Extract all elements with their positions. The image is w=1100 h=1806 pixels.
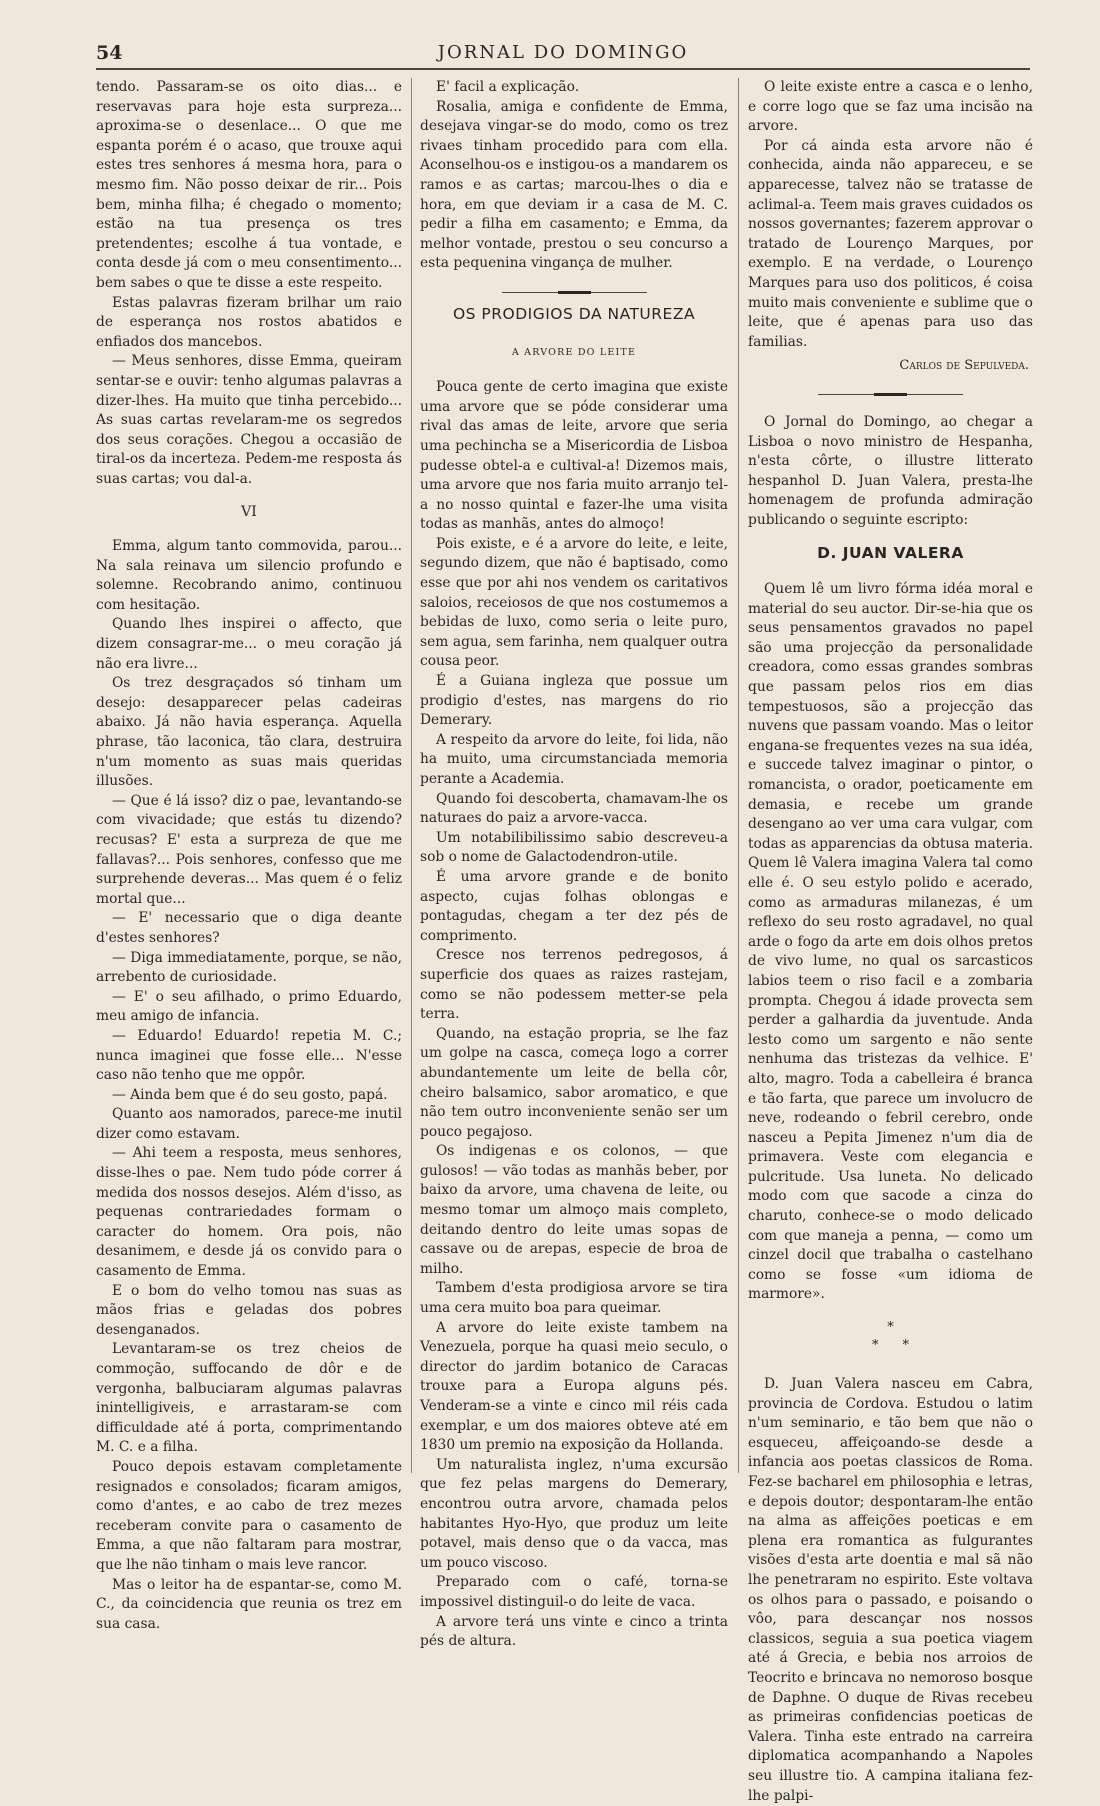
paragraph: Pouca gente de certo imagina que existe uma arvore que se póde considerar uma rival das amas de leite, arvore que seria uma pechincha se a Misericordia de Lisboa pudesse obtel-a e cultival-a! Dizemos mais, uma arvore que nos faria muito arranjo tel-a no nosso quintal e fazer-lhe uma visita todas as manhãs, antes do almoço! bbox=[420, 379, 728, 533]
paragraph: — E' necessario que o diga deante d'estes senhores? bbox=[96, 910, 402, 946]
paragraph: Por cá ainda esta arvore não é conhecida, ainda não appareceu, e se apparecesse, talvez não se tratasse de aclimal-a. Teem mais graves cuidados os nossos governantes; fazerem approvar o tratado de Lourenço Marques, por exemplo. E na verdade, o Lourenço Marques para uso dos politicos, é coisa muito mais conveniente e sublime que o leite, que é apenas para uso das familias. bbox=[748, 137, 1033, 350]
section-separator bbox=[502, 292, 647, 293]
paragraph: A arvore terá uns vinte e cinco a trinta pés de altura. bbox=[420, 1613, 728, 1650]
paragraph: Quanto aos namorados, parece-me inutil dizer como estavam. bbox=[96, 1106, 402, 1142]
section-separator bbox=[818, 394, 963, 395]
paragraph: A respeito da arvore do leite, foi lida, não ha muito, uma circumstanciada memoria perante a Academia. bbox=[420, 731, 728, 787]
page-number: 54 bbox=[96, 42, 123, 64]
paragraph: O leite existe entre a casca e o lenho, e corre logo que se faz uma incisão na arvore. bbox=[748, 79, 1033, 135]
paragraph: Tambem d'esta prodigiosa arvore se tira uma cera muito boa para queimar. bbox=[420, 1280, 728, 1317]
article-title: OS PRODIGIOS DA NATUREZA bbox=[452, 304, 696, 323]
column-divider bbox=[738, 78, 739, 1473]
author-signature: Carlos de Sepulveda. bbox=[899, 358, 1029, 374]
paragraph: Emma, algum tanto commovida, parou... Na sala reinava um silencio profundo e solemne. Recobrando animo, continuou com hesitação. bbox=[96, 538, 402, 613]
paragraph: Cresce nos terrenos pedregosos, á superficie dos quaes as raizes rastejam, como se não podessem metter-se pela terra. bbox=[420, 947, 728, 1023]
page-header bbox=[96, 40, 1030, 70]
paragraph: — Ainda bem que é do seu gosto, papá. bbox=[112, 1086, 388, 1103]
paragraph: Quando lhes inspirei o affecto, que dizem consagrar-me... o meu coração já não era livre... bbox=[96, 616, 402, 672]
paragraph: A arvore do leite existe tambem na Venezuela, porque ha quasi meio seculo, o director do jardim botanico de Caracas trouxe para a Europa alguns pés. Venderam-se a vinte e cinco mil réis cada exemplar, e um dos maiores obteve até em 1830 um premio na exposição da Hollanda. bbox=[420, 1319, 728, 1454]
paragraph: Preparado com o café, torna-se impossivel distinguil-o do leite de vaca. bbox=[420, 1574, 728, 1610]
paragraph: E' facil a explicação. bbox=[436, 79, 580, 95]
column-1 bbox=[96, 78, 402, 1632]
paragraph: Estas palavras fizeram brilhar um raio de esperança nos rostos abatidos e enfiados dos mancebos. bbox=[96, 294, 402, 350]
paragraph: Um notabilibilissimo sabio descreveu-a sob o nome de Galactodendron-utile. bbox=[420, 829, 728, 866]
paragraph: Pouco depois estavam completamente resignados e consolados; ficaram amigos, como d'antes, e ao cabo de trez mezes receberam convite para o casamento de Emma, a que não faltaram para mostrar, que lhe não tinham o mais leve rancor. bbox=[96, 1458, 402, 1573]
paragraph: D. Juan Valera nasceu em Cabra, provincia de Cordova. Estudou o latim n'um seminario, e tão bem que não o esqueceu, affeiçoando-se desde a infancia aos poetas classicos de Roma. Fez-se bacharel em philosophia e letras, e depois doutor; despontaram-lhe então na alma as affeições poeticas e em plena era romantica as fulgurantes visões d'esta arte doentia e mal sã não lhe penetraram no espirito. Este voltava os olhos para o passado, e poisando o vôo, para descançar nos nossos classicos, seguia a sua poetica viagem até á Grecia, e bebia nos arroios de Teocrito e brincava no nemoroso bosque de Daphne. O duque de Rivas recebeu as primeiras confidencias poeticas de Valera. Tinha este entrado na carreira diplomatica acompanhando a Napoles seu illustre tio. A campina italiana fez-lhe palpi- bbox=[748, 1376, 1033, 1804]
paragraph: O Jornal do Domingo, ao chegar a Lisboa o novo ministro de Hespanha, n'esta côrte, o illustre litterato hespanhol D. Juan Valera, presta-lhe homenagem de profunda admiração publicando o seguinte escripto: bbox=[748, 413, 1033, 528]
article-title: D. JUAN VALERA bbox=[817, 544, 964, 563]
paragraph: Quem lê um livro fórma idéa moral e material do seu auctor. Dir-se-hia que os seus pensamentos gravados no papel são uma projecção da personalidade creadora, como essas grandes sombras que passam pelos rios em dias tempestuosos, são a projecção das nuvens que passam voando. Mas o leitor engana-se frequentes vezes na sua idéa, e succede talvez imaginar o pintor, o romancista, o orador, poeticamente em demasia, e recebe um grande desengano ao ver uma cara vulgar, com todas as apparencias da obtusa materia. Quem lê Valera imagina Valera tal como elle é. O seu estylo polido e acerado, como as armaduras milanezas, é um reflexo do seu rosto agradavel, no qual arde o fogo da arte em dois olhos pretos de vivo lume, no qual os sarcasticos labios teem o riso facil e a zombaria prompta. Chegou á idade provecta sem perder a galhardia da juventude. Anda lesto como um sargento e não sente nenhuma das tristezas da velhice. E' alto, magro. Toda a cabelleira é branca e tão farta, que parece um involucro de neve, rodeando o febril cerebro, onde nasceu a Pepita Jimenez n'um dia de primavera. Veste com elegancia e pulcritude. Usa luneta. No delicado modo com que sacode a cinza do charuto, conhece-se o modo delicado com que maneja a penna, — como um cinzel docil que trabalha o castelhano como se fosse «um idioma de marmore». bbox=[748, 581, 1033, 1303]
paragraph: E o bom do velho tomou nas suas as mãos frias e geladas dos pobres desenganados. bbox=[96, 1282, 402, 1338]
article-subtitle: A ARVORE DO LEITE bbox=[511, 346, 637, 358]
paragraph: Um naturalista inglez, n'uma excursão que fez pelas margens do Demerary, encontrou outra arvore, chamada pelos habitantes Hyo-Hyo, que produz um leite potavel, mais denso que o da vacca, mas um pouco viscoso. bbox=[420, 1456, 728, 1571]
chapter-number: VI bbox=[241, 504, 257, 521]
paragraph: tendo. Passaram-se os oito dias... e reservavas para hoje esta surpreza... aproxima-se o desenlace... O que me espanta porém é o acaso, que trouxe aqui estes tres senhores á mesma hora, para o mesmo fim. Não posso deixar de rir... Pois bem, minha filha; é chegado o momento; estão na tua presença os tres pretendentes; escolhe á tua vontade, e conta desde já com o meu consentimento... bem sabes o que te disse a este respeito. bbox=[96, 79, 402, 291]
paragraph: Os trez desgraçados só tinham um desejo: desapparecer pelas cadeiras abaixo. Já não havia esperança. Aquella phrase, tão laconica, tão clara, destruira n'um momento as suas mais queridas illusões. bbox=[96, 675, 402, 790]
paragraph: Mas o leitor ha de espantar-se, como M. C., da coincidencia que reunia os trez em sua casa. bbox=[96, 1576, 402, 1632]
paragraph: — E' o seu afilhado, o primo Eduardo, meu amigo de infancia. bbox=[96, 988, 402, 1025]
asterism-divider: * ** bbox=[872, 1320, 933, 1354]
paragraph: — Que é lá isso? diz o pae, levantando-se com vivacidade; que estás tu dizendo? recusas? E' esta a surpreza de que me fallavas?... Pois senhores, confesso que me surprehende deveras... Mas quem é o feliz mortal que... bbox=[96, 792, 402, 907]
paragraph: Levantaram-se os trez cheios de commoção, suffocando de dôr e de vergonha, balbuciaram algumas palavras inintelligiveis, e arrastaram-se com difficuldade até á porta, comprimentando M. C. e a filha. bbox=[96, 1341, 402, 1456]
paragraph: Pois existe, e é a arvore do leite, e leite, segundo dizem, que não é baptisado, como esse que por ahi nos vendem os caritativos saloios, receiosos de que nos costumemos a bebidas de luxo, como seria o leite puro, sem agua, sem farinha, nem qualquer outra cousa peor. bbox=[420, 535, 728, 670]
paragraph: Quando, na estação propria, se lhe faz um golpe na casca, começa logo a correr abundantemente um leite de bella côr, cheiro balsamico, sabor aromatico, e que não tem outro inconveniente senão ser um pouco pegajoso. bbox=[420, 1025, 728, 1140]
paragraph: Rosalia, amiga e confidente de Emma, desejava vingar-se do modo, como os trez rivaes tinham procedido para com ella. Aconselhou-os e instigou-os a mandarem os ramos e as cartas; marcou-lhes o dia e hora, em que deviam ir a casa de M. C. pedir a filha em casamento; e Emma, da melhor vontade, prestou o seu concurso a esta pequenina vingança de mulher. bbox=[420, 98, 728, 272]
paragraph: Quando foi descoberta, chamavam-lhe os naturaes do paiz a arvore-vacca. bbox=[420, 790, 728, 827]
paragraph: — Ahi teem a resposta, meus senhores, disse-lhes o pae. Nem tudo póde correr á medida dos nossos desejos. Além d'isso, as pequenas contrariedades formam o caracter do homem. Ora pois, não desanimem, e desde já os convido para o casamento de Emma. bbox=[96, 1145, 402, 1280]
column-2 bbox=[420, 78, 728, 1650]
journal-title: JORNAL DO DOMINGO bbox=[437, 42, 689, 63]
column-divider bbox=[411, 78, 412, 1473]
paragraph: — Meus senhores, disse Emma, queiram sentar-se e ouvir: tenho algumas palavras a dizer-lhes. Ha muito que tinha percebido... As suas cartas revelaram-me os segredos dos seus corações. Chegou a occasião de tiral-os da incerteza. Pedem-me resposta ás suas cartas; vou dal-a. bbox=[96, 353, 402, 487]
paragraph: É uma arvore grande e de bonito aspecto, cujas folhas oblongas e pontagudas, chegam a ter dez pés de comprimento. bbox=[420, 868, 728, 944]
paragraph: — Eduardo! Eduardo! repetia M. C.; nunca imaginei que fosse elle... N'esse caso não tenho que me oppôr. bbox=[96, 1027, 402, 1084]
paragraph: É a Guiana ingleza que possue um prodigio d'estes, nas margens do rio Demerary. bbox=[420, 673, 728, 729]
paragraph: — Diga immediatamente, porque, se não, arrebento de curiosidade. bbox=[96, 949, 402, 986]
column-3 bbox=[748, 78, 1033, 1804]
paragraph: Os indigenas e os colonos, — que gulosos! — vão todas as manhãs beber, por baixo da arvore, uma chavena de leite, ou mesmo tomar um almoço mais completo, deitando dentro do leite umas sopas de cassave ou de arepas, especie de broa de milho. bbox=[420, 1143, 728, 1277]
